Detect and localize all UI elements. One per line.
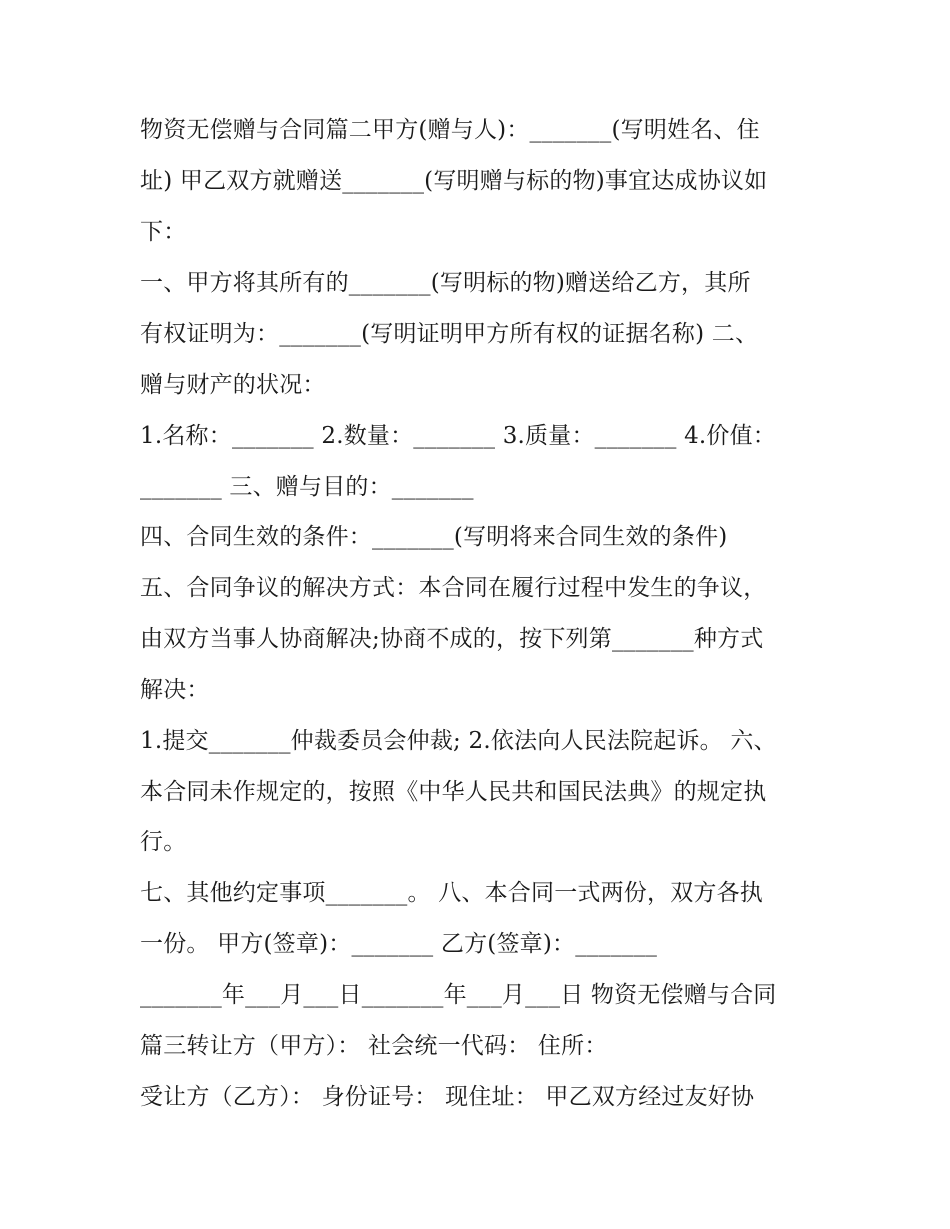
text-line: 受让方（乙方）： 身份证号： 现住址： 甲乙双方经过友好协 bbox=[140, 1084, 755, 1110]
text-line: 一、甲方将其所有的_______(写明标的物)赠送给乙方，其所 bbox=[140, 270, 751, 296]
text-line: 七、其他约定事项_______。 八、本合同一式两份，双方各执 bbox=[140, 880, 764, 906]
text-line: 解决： bbox=[140, 677, 210, 703]
text-line: _______ 三、赠与目的：_______ bbox=[140, 474, 474, 500]
text-line: 赠与财产的状况： bbox=[140, 372, 326, 398]
text-line: 有权证明为：_______(写明证明甲方所有权的证据名称) 二、 bbox=[140, 321, 759, 347]
text-line: 址) 甲乙双方就赠送_______(写明赠与标的物)事宜达成协议如 bbox=[140, 168, 768, 194]
text-line: 本合同未作规定的，按照《中华人民共和国民法典》的规定执 bbox=[140, 779, 767, 805]
text-line: 物资无偿赠与合同篇二甲方(赠与人)：_______(写明姓名、住 bbox=[140, 117, 760, 143]
text-line: 由双方当事人协商解决;协商不成的，按下列第_______种方式 bbox=[140, 626, 764, 652]
text-line: 1.名称：_______ 2.数量：_______ 3.质量：_______ 4.价值： bbox=[140, 423, 777, 449]
text-line: 篇三转让方（甲方）： 社会统一代码： 住所： bbox=[140, 1033, 608, 1059]
text-line: 行。 bbox=[140, 829, 187, 855]
text-line: 一份。 甲方(签章)：_______ 乙方(签章)：_______ bbox=[140, 931, 658, 957]
text-line: 1.提交_______仲裁委员会仲裁; 2.依法向人民法院起诉。 六、 bbox=[140, 728, 777, 754]
text-line: 下： bbox=[140, 219, 187, 245]
text-line: _______年___月___日_______年___月___日 物资无偿赠与合同 bbox=[140, 982, 777, 1008]
text-line: 五、合同争议的解决方式：本合同在履行过程中发生的争议， bbox=[140, 575, 767, 601]
text-line: 四、合同生效的条件：_______(写明将来合同生效的条件) bbox=[140, 524, 728, 550]
